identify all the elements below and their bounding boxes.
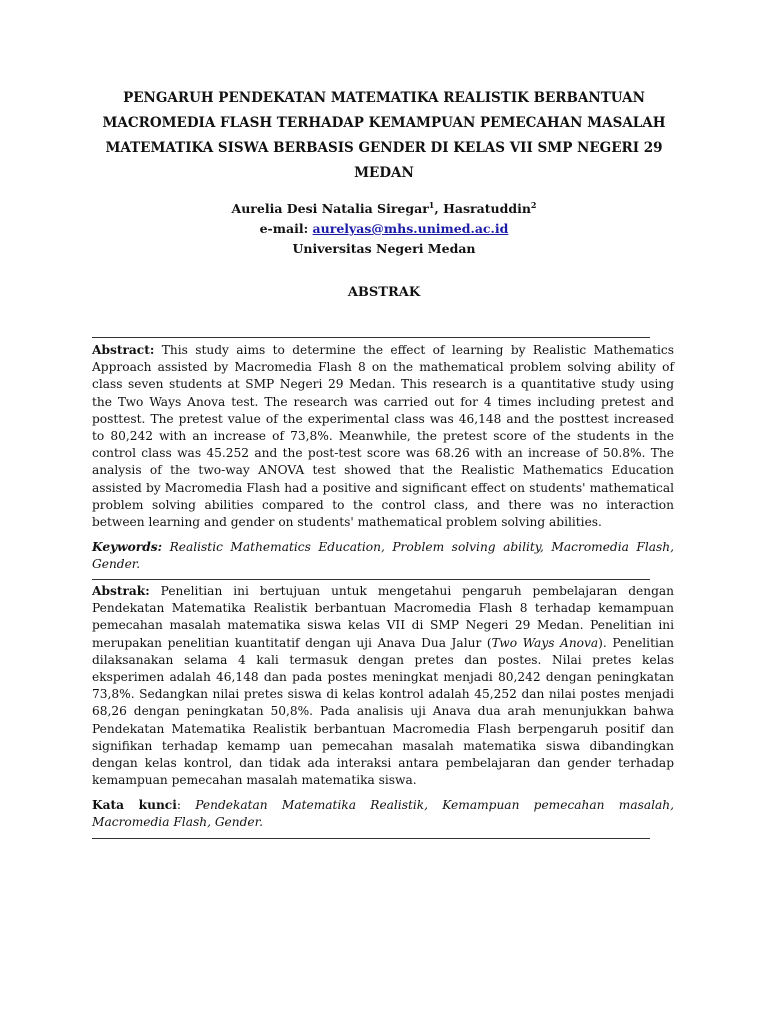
keywords-id-text: Pendekatan Matematika Realistik, Kemampuan pemecahan masalah, Macromedia Flash, Gender. (92, 798, 674, 830)
author-1-name: Aurelia Desi Natalia Siregar (231, 201, 429, 216)
abstract-en-text: This study aims to determine the effect of learning by Realistic Mathematics Approach assisted by Macromedia Flash 8 on the mathematical problem solving ability of class seven students at SMP Negeri 29 Medan. This research is a quantitative study using the Two Ways Anova test. The research was carried out for 4 times including pretest and posttest. The pretest value of the experimental class was 46,148 and the posttest increased to 80,242 with an increase of 73,8%. Meanwhile, the pretest score of the students in the control class was 45.252 and the post-test score was 68.26 with an increase of 50.8%. The analysis of the two-way ANOVA test showed that the Realistic Mathematics Education assisted by Macromedia Flash had a positive and significant effect on students' mathematical problem solving abilities compared to the control class, and there was no interaction between learning and gender on students' mathematical problem solving abilities. (92, 343, 674, 530)
paper-title (100, 86, 668, 186)
author-1-affiliation-mark: 1 (428, 199, 435, 210)
author-2-affiliation-mark: 2 (530, 199, 537, 210)
abstract-id-label: Abstrak: (92, 584, 150, 598)
author-block (100, 199, 668, 259)
keywords-id-colon: : (176, 798, 196, 812)
keywords-id-label: Kata kunci (92, 798, 177, 812)
keywords-english (92, 539, 674, 573)
author-separator: , (434, 201, 444, 216)
title-line-2: MACROMEDIA FLASH TERHADAP KEMAMPUAN PEMECAHAN MASALAH (102, 115, 666, 131)
keywords-indonesian (92, 797, 674, 831)
abstract-id-text-italic: Two Ways Anova (491, 635, 599, 650)
affiliation: Universitas Negeri Medan (292, 241, 476, 256)
title-line-3: MATEMATIKA SISWA BERBASIS GENDER DI KELAS VII SMP NEGERI 29 (105, 140, 663, 156)
email-link[interactable]: aurelyas@mhs.unimed.ac.id (312, 221, 509, 236)
email-label: e-mail: (259, 221, 313, 236)
author-2-name: Hasratuddin (443, 201, 531, 216)
keywords-en-label: Keywords: (92, 540, 163, 554)
keywords-en-text: Realistic Mathematics Education, Problem solving ability, Macromedia Flash, Gender. (92, 540, 674, 572)
title-line-1: PENGARUH PENDEKATAN MATEMATIKA REALISTIK BERBANTUAN (123, 90, 645, 106)
divider-top (92, 337, 650, 338)
email-line (100, 219, 668, 239)
abstract-id-text-before: Penelitian ini bertujuan untuk mengetahui pengaruh pembelajaran dengan Pendekatan Matematika Realistik berbantuan Macromedia Flash 8 terhadap kemampuan pemecahan masalah matematika siswa kelas VII di SMP Negeri 29 Medan. Penelitian ini merupakan penelitian kuantitatif dengan uji Anava Dua Jalur ( (92, 584, 674, 650)
abstract-en-label: Abstract: (92, 343, 155, 357)
abstract-indonesian (92, 583, 674, 789)
author-line (100, 199, 668, 219)
title-line-4: MEDAN (354, 165, 414, 181)
abstract-id-text-after: ). Penelitian dilaksanakan selama 4 kali termasuk dengan pretes dan postes. Nilai pretes kelas eksperimen adalah 46,148 dan pada postes meningkat menjadi 80,242 dengan peningkatan 73,8%. Sedangkan nilai pretes siswa di kelas kontrol adalah 45,252 dan nilai postes menjadi 68,26 dengan peningkatan 50,8%. Pada analisis uji Anava dua arah menunjukkan bahwa Pendekatan Matematika Realistik berbantuan Macromedia Flash berpengaruh positif dan signifikan terhadap kemamp uan pemecahan masalah matematika siswa dibandingkan dengan kelas kontrol, dan tidak ada interaksi antara pembelajaran dan gender terhadap kemampuan pemecahan masalah matematika siswa. (92, 635, 674, 788)
divider-bottom (92, 838, 650, 839)
abstrak-heading: ABSTRAK (347, 285, 421, 300)
divider-middle (92, 579, 650, 580)
abstract-english (92, 342, 674, 531)
